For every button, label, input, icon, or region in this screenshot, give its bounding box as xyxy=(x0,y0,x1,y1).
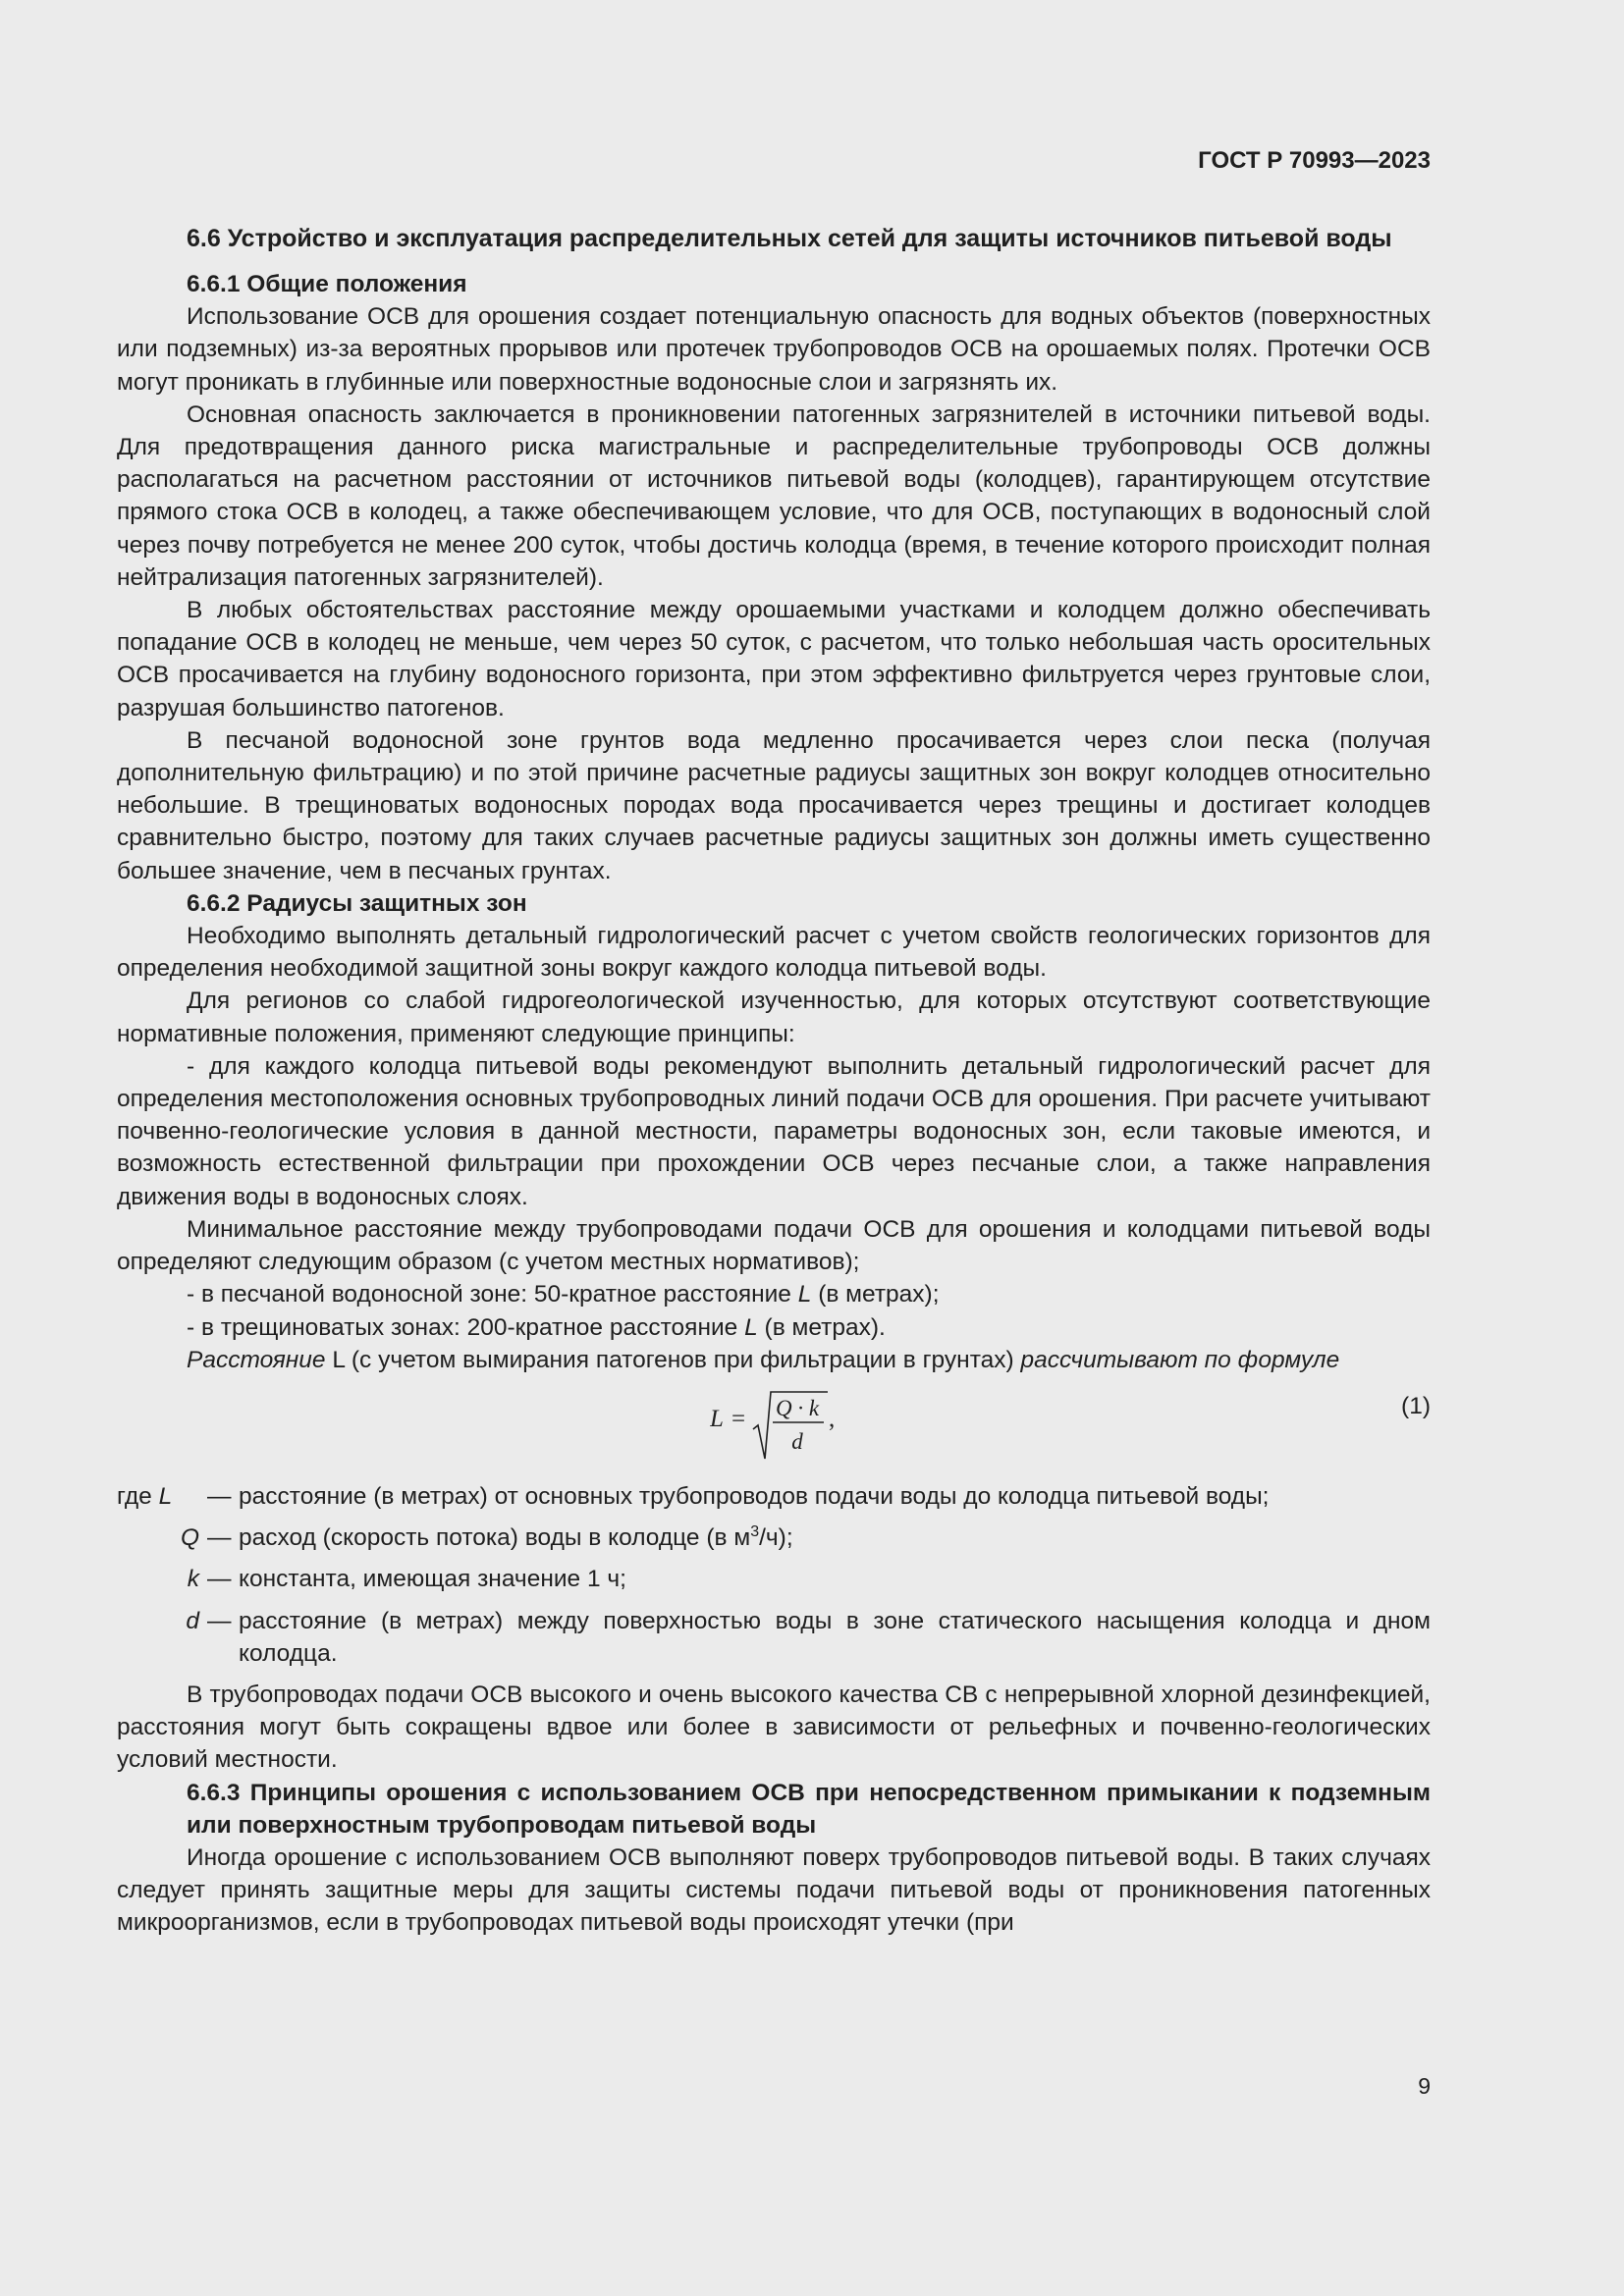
section-6-6-title: 6.6 Устройство и эксплуатация распределительных сетей для защиты источников питьевой воды xyxy=(187,225,1392,252)
section-6-6-3-title: 6.6.3 Принципы орошения с использованием ОСВ при непосредственном примыкании к подземным или поверхностным трубопроводам питьевой воды xyxy=(187,1779,1431,1839)
paragraph: Необходимо выполнять детальный гидрологический расчет с учетом свойств геологических горизонтов для определения необходимой защитной зоны вокруг каждого колодца питьевой воды. xyxy=(117,923,1431,983)
variable-definition: константа, имеющая значение 1 ч; xyxy=(239,1566,626,1593)
sqrt-formula xyxy=(710,1386,867,1465)
variable-definition: расстояние (в метрах) между поверхностью воды в зоне статического насыщения колодца и дном колодца. xyxy=(239,1607,1431,1667)
list-item: - в песчаной водоносной зоне: 50-кратное расстояние L (в метрах); xyxy=(187,1281,940,1308)
paragraph: Основная опасность заключается в проникновении патогенных загрязнителей в источники питьевой воды. Для предотвращения данного риска магистральные и распределительные трубопроводы ОСВ должны располагаться на расчетном расстоянии от источников питьевой воды (колодцев), гарантирующем отсутствие прямого стока ОСВ в колодец, а также обеспечивающем условие, что для ОСВ, поступающих в водоносный слой через почву потребуется не менее 200 суток, чтобы достичь колодца (время, в течение которого происходит полная нейтрализация патогенных загрязнителей). xyxy=(117,400,1431,591)
list-item: - для каждого колодца питьевой воды рекомендуют выполнить детальный гидрологический расчет для определения местоположения основных трубопроводных линий подачи ОСВ для орошения. При расчете учитывают почвенно-геологические условия в данной местности, параметры водоносных зон, если таковые имеются, и возможность естественной фильтрации при прохождении ОСВ через песчаные слои, а также направления движения воды в водоносных слоях. xyxy=(117,1052,1431,1210)
formula-denominator: d xyxy=(791,1428,803,1454)
formula-1 xyxy=(117,1382,1431,1470)
paragraph: Использование ОСВ для орошения создает потенциальную опасность для водных объектов (поверхностных или подземных) из-за вероятных прорывов или протечек трубопроводов ОСВ на орошаемых полях. Протечки ОСВ могут проникать в глубинные или поверхностные водоносные слои и загрязнять их. xyxy=(117,303,1431,396)
paragraph: Расстояние L (с учетом вымирания патогенов при фильтрации в грунтах) рассчитывают по формуле xyxy=(187,1346,1340,1373)
variable-symbol: k xyxy=(187,1566,199,1593)
formula-number: (1) xyxy=(1401,1392,1431,1419)
page-content xyxy=(117,222,1431,1940)
paragraph: В любых обстоятельствах расстояние между орошаемыми участками и колодцем должно обеспечивать попадание ОСВ в колодец не меньше, чем через 50 суток, с расчетом, что только небольшая часть оросительных ОСВ просачивается на глубину водоносного горизонта, при этом эффективно фильтруется через грунтовые слои, разрушая большинство патогенов. xyxy=(117,597,1431,721)
formula-expression xyxy=(710,1386,867,1474)
definition-row: где L — расстояние (в метрах) от основных трубопроводов подачи воды до колодца питьевой воды; xyxy=(117,1480,1431,1513)
list-item: - в трещиноватых зонах: 200-кратное расстояние L (в метрах). xyxy=(187,1313,886,1341)
paragraph: Иногда орошение с использованием ОСВ выполняют поверх трубопроводов питьевой воды. В таких случаях следует принять защитные меры для защиты системы подачи питьевой воды от проникновения патогенных микроорганизмов, если в трубопроводах питьевой воды происходят утечки (при xyxy=(117,1843,1431,1937)
section-6-6-2-title: 6.6.2 Радиусы защитных зон xyxy=(187,889,527,917)
page-number: 9 xyxy=(1418,2073,1431,2099)
variable-definition: расход (скорость потока) воды в колодце (в $м^3/ч$); xyxy=(239,1522,793,1552)
variable-definition: расстояние (в метрах) от основных трубопроводов подачи воды до колодца питьевой воды; xyxy=(239,1482,1270,1510)
paragraph: В песчаной водоносной зоне грунтов вода медленно просачивается через слои песка (получая дополнительную фильтрацию) и по этой причине расчетные радиусы защитных зон вокруг колодцев относительно небольшие. В трещиноватых водоносных породах вода просачивается через трещины и достигает колодцев сравнительно быстро, поэтому для таких случаев расчетные радиусы защитных зон должны иметь существенно большее значение, чем в песчаных грунтах. xyxy=(117,726,1431,884)
definition-row: d — расстояние (в метрах) между поверхностью воды в зоне статического насыщения колодца и дном колодца. xyxy=(117,1605,1431,1670)
variable-symbol: d xyxy=(186,1607,199,1634)
definition-row: Q — расход (скорость потока) воды в колодце (в $м^3/ч$); xyxy=(117,1522,1431,1554)
formula-numerator: Q · k xyxy=(775,1395,820,1420)
formula-eq: = xyxy=(731,1405,746,1432)
paragraph: В трубопроводах подачи ОСВ высокого и очень высокого качества СВ с непрерывной хлорной дезинфекцией, расстояния могут быть сокращены вдвое или более в зависимости от рельефных и почвенно-геологических условий местности. xyxy=(117,1681,1431,1774)
paragraph: Для регионов со слабой гидрогеологической изученностью, для которых отсутствуют соответствующие нормативные положения, применяют следующие принципы: xyxy=(117,988,1431,1047)
formula-tail: , xyxy=(829,1405,836,1432)
definition-row: k — константа, имеющая значение 1 ч; xyxy=(117,1563,1431,1595)
variable-symbol: Q xyxy=(180,1524,199,1552)
section-6-6-1-title: 6.6.1 Общие положения xyxy=(187,271,467,297)
document-id-header: ГОСТ Р 70993—2023 xyxy=(1198,147,1431,174)
variable-symbol: L xyxy=(158,1482,173,1510)
paragraph: Минимальное расстояние между трубопроводами подачи ОСВ для орошения и колодцами питьевой воды определяют следующим образом (с учетом местных нормативов); xyxy=(117,1215,1431,1276)
variable-definitions xyxy=(117,1480,1431,1670)
formula-lhs: L xyxy=(710,1405,724,1432)
